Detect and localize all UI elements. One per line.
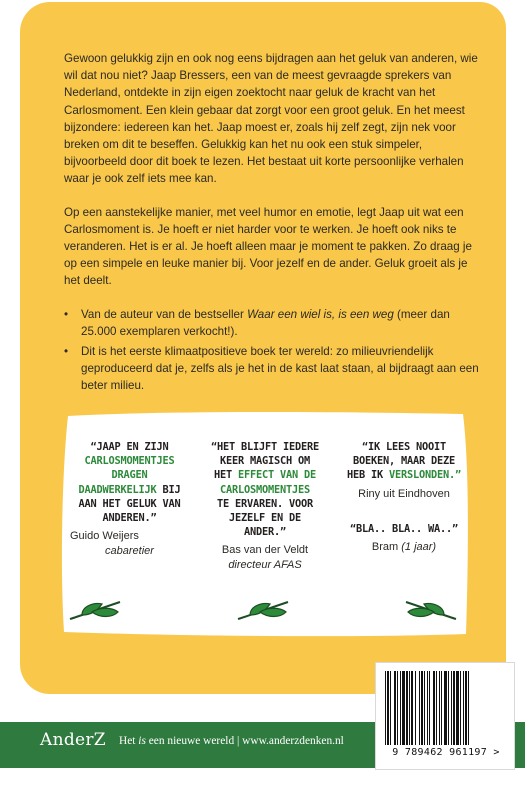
quote-4-author-name: Bram: [371, 540, 399, 553]
quote-3-fragment: HEB IK: [347, 469, 383, 482]
quote-1-line: ANDEREN.”: [102, 512, 157, 525]
quote-4-author-age: (1 jaar): [401, 540, 437, 553]
barcode-bar: [424, 671, 425, 745]
quote-1-fragment: BIJ: [156, 483, 181, 496]
barcode-bar: [385, 671, 386, 745]
quote-2-role: directeur AFAS: [228, 559, 302, 572]
quote-1-line: [62, 483, 197, 497]
quote-1-line: AAN HET GELUK VAN: [78, 497, 181, 510]
feature-bullet-2: • Dit is het eerste klimaatpositieve boek ter wereld: zo milieuvriendelijk geproduceerd dat je, zelfs als je het in de kast laat staan, al bijdraagt aan een beter milieu.: [64, 343, 484, 395]
quote-2-line: [198, 468, 332, 482]
feature-bullet-1: [64, 306, 484, 340]
barcode-bar: [427, 671, 428, 745]
quote-3-line: BOEKEN, MAAR DEZE: [353, 455, 455, 468]
blurb-paragraph-2: Op een aanstekelijke manier, met veel humor en emotie, legt Jaap uit wat een Carlosmoment is. Je hoeft er niet harder voor te werken. Je hoeft ook niks te veranderen. Het is er al. Je hoeft alleen maar je moment te pakken. Zo draag je op een simpele en leuke manier bij. Voor jezelf en de ander. Geluk groeit als je het deelt.: [64, 205, 472, 288]
barcode-bar: [453, 671, 455, 745]
publisher-logo: AnderZ: [40, 730, 106, 750]
barcode-bar: [406, 671, 408, 745]
quote-2-line: KEER MAGISCH OM: [220, 455, 310, 468]
quote-1-line: “JAAP EN ZIJN: [90, 441, 169, 453]
publisher-tagline: [119, 735, 344, 747]
quote-3-highlight: VERSLONDEN.”: [383, 469, 461, 482]
quote-3: [336, 440, 472, 555]
quote-4-text: “BLA.. BLA.. WA..”: [350, 522, 458, 535]
barcode-bar: [421, 671, 423, 745]
leaf-icon: [68, 598, 126, 622]
barcode-bar: [463, 671, 464, 745]
feature-bullet-1-suffix: (meer dan 25.000 exemplaren verkocht!).: [81, 307, 450, 338]
barcode-bars: [384, 671, 508, 745]
isbn-number: 9 789462 961197 >: [392, 747, 500, 758]
leaf-icon: [236, 598, 294, 622]
leaf-icon: [400, 598, 458, 622]
book-title-reference: Waar een wiel is, is een weg: [247, 307, 394, 321]
barcode-bar: [409, 671, 410, 745]
quote-1-highlight: DAADWERKELIJK: [78, 483, 157, 496]
quote-2-text: [198, 440, 332, 539]
quote-1-line: CARLOSMOMENTJES: [84, 455, 175, 468]
barcode-bar: [460, 671, 461, 745]
quote-2-line: “HET BLIJFT IEDERE: [211, 441, 319, 453]
quote-1-role: cabaretier: [105, 545, 154, 558]
quote-3-text: [336, 440, 472, 483]
barcode-bar: [451, 671, 452, 745]
barcode-bar: [402, 671, 405, 745]
barcode-bar: [390, 671, 391, 745]
barcode-bar: [441, 671, 442, 745]
quote-3-line: [336, 468, 472, 482]
barcode-bar: [394, 671, 396, 745]
isbn-barcode: [375, 662, 515, 770]
barcode-bar: [448, 671, 449, 745]
quote-3-author: Riny uit Eindhoven: [358, 487, 450, 500]
barcode-bar: [415, 671, 416, 745]
feature-list: [64, 306, 484, 395]
barcode-bar: [465, 671, 467, 745]
quote-2-highlight: EFFECT VAN DE: [232, 469, 316, 482]
barcode-bar: [456, 671, 459, 745]
quote-2-line: TE ERVAREN. VOOR: [217, 497, 313, 510]
quote-1-text: [62, 440, 197, 525]
barcode-bar: [387, 671, 389, 745]
barcode-bar: [411, 671, 413, 745]
quote-4-author: [336, 540, 472, 555]
quote-2-line: ANDER.”: [244, 526, 286, 539]
barcode-bar: [433, 671, 435, 745]
publisher-tagline-part: een nieuwe wereld | www.anderzdenken.nl: [145, 735, 344, 747]
barcode-bar: [439, 671, 440, 745]
quote-3-line: “IK LEES NOOIT: [362, 441, 446, 453]
quote-2-author: Bas van der Veldt: [221, 544, 309, 557]
publisher-tagline-emphasis: is: [138, 735, 146, 747]
barcode-bar: [436, 671, 437, 745]
barcode-bar: [444, 671, 447, 745]
blurb-paragraph-1: Gewoon gelukkig zijn en ook nog eens bijdragen aan het geluk van anderen, wie wil dat nou niet? Jaap Bressers, een van de meest gevraagde sprekers van Nederland, ontdekte in zijn eigen zoektocht naar geluk de kracht van het Carlosmoment. Een klein gebaar dat zorgt voor een groot geluk. En het meest bijzondere: iedereen kan het. Jaap moest er, zoals hij zelf zegt, zijn nek voor breken om dit te beseffen. Gelukkig kan het nu ook een stuk simpeler, bijvoorbeeld door dit boek te lezen. Het bestaat uit korte persoonlijke verhalen waar je ook zelf iets mee kan.: [64, 52, 478, 186]
quote-2: [198, 440, 332, 573]
barcode-bar: [429, 671, 430, 745]
barcode-bar: [397, 671, 398, 745]
quote-1: [62, 440, 197, 559]
barcode-bar: [419, 671, 420, 745]
quote-2-line: JEZELF EN DE: [229, 512, 301, 525]
blurb-text: [64, 50, 484, 398]
quote-1-author: Guido Weijers: [70, 530, 139, 543]
feature-bullet-1-prefix: Van de auteur van de bestseller: [81, 307, 248, 321]
quote-2-line: CARLOSMOMENTJES: [220, 483, 310, 496]
barcode-bar: [400, 671, 401, 745]
quote-2-fragment: HET: [214, 469, 232, 482]
barcode-bar: [468, 671, 469, 745]
quote-1-line: DRAGEN: [111, 469, 148, 482]
publisher-tagline-part: Het: [119, 735, 139, 747]
